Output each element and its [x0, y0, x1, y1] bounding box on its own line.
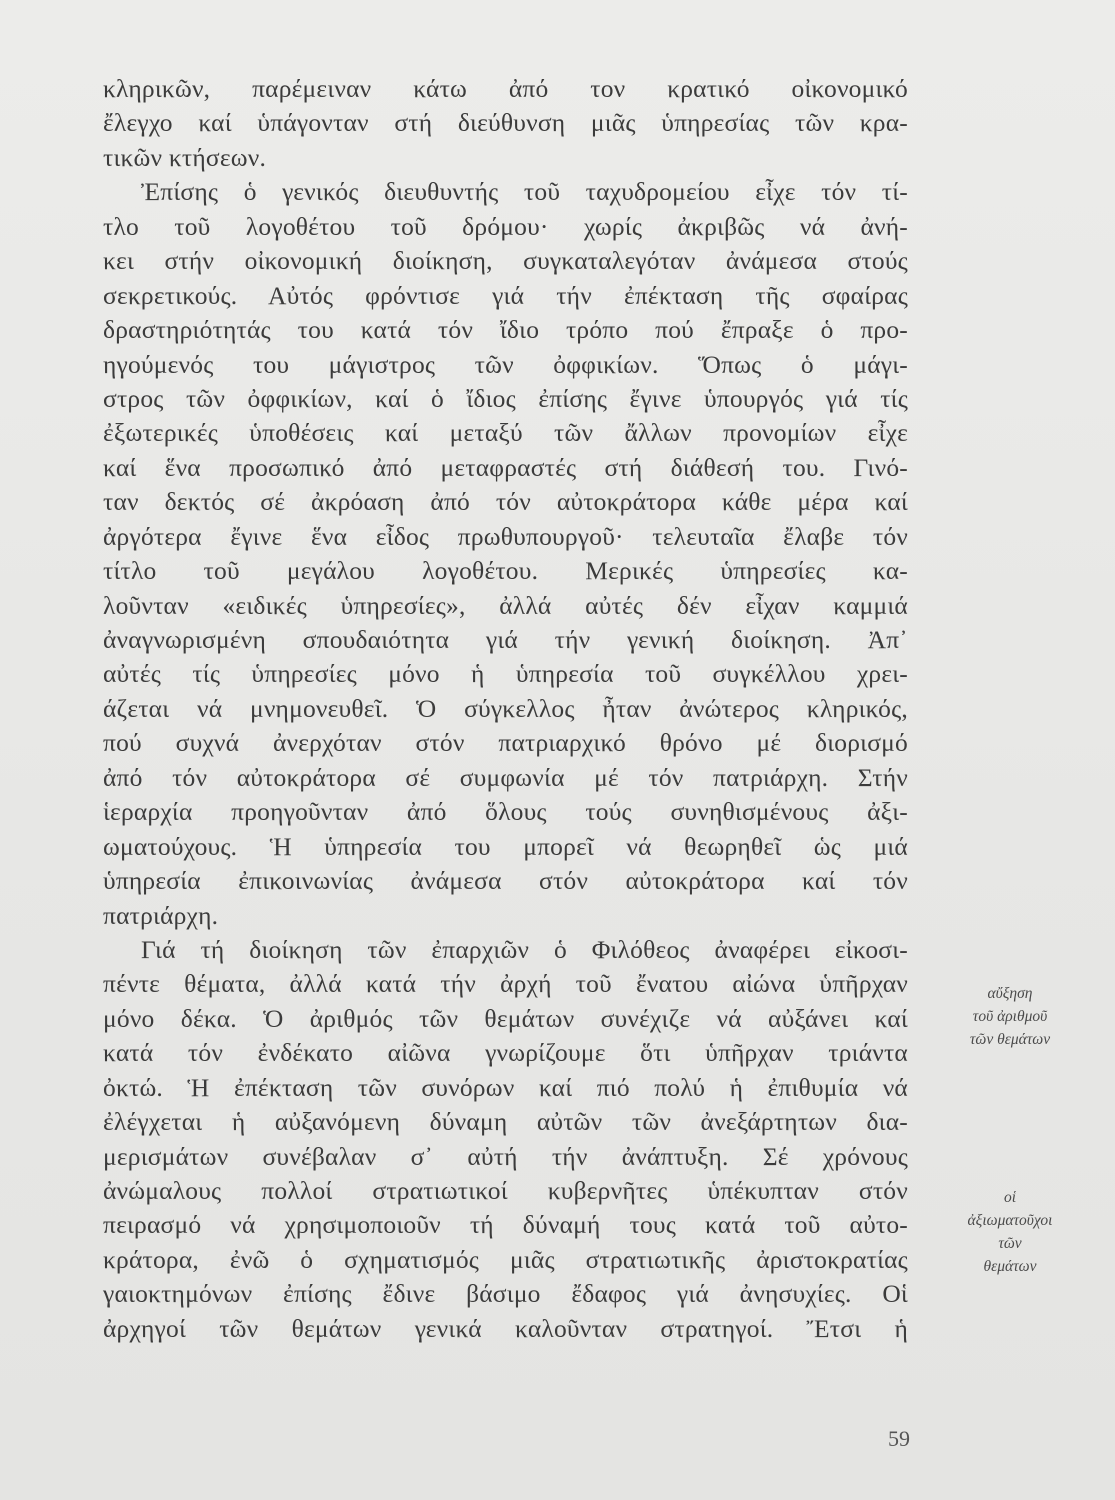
text-line: μόνο δέκα. Ὁ ἀριθμός τῶν θεμάτων συνέχιζε νά αὐξάνει καί: [103, 1003, 908, 1033]
main-text-column: [103, 72, 908, 1346]
text-line: αὐτές τίς ὑπηρεσίες μόνο ἡ ὑπηρεσία τοῦ συγκέλλου χρει-: [103, 659, 908, 689]
text-line: Ἐπίσης ὁ γενικός διευθυντής τοῦ ταχυδρομείου εἶχε τόν τί-: [141, 177, 908, 207]
text-line: κράτορα, ἐνῶ ὁ σχηματισμός μιᾶς στρατιωτικῆς ἀριστοκρατίας: [103, 1244, 908, 1274]
text-line: ἱεραρχία προηγοῦνταν ἀπό ὅλους τούς συνηθισμένους ἀξι-: [103, 797, 908, 827]
text-line: πέντε θέματα, ἀλλά κατά τήν ἀρχή τοῦ ἔνατου αἰώνα ὑπῆρχαν: [103, 969, 908, 999]
text-line: ἀπό τόν αὐτοκράτορα σέ συμφωνία μέ τόν πατριάρχη. Στήν: [103, 762, 908, 792]
margin-note-theme-officials: [930, 1186, 1090, 1278]
text-line: κατά τόν ἐνδέκατο αἰῶνα γνωρίζουμε ὅτι ὑπῆρχαν τριάντα: [103, 1038, 908, 1068]
text-line: άζεται νά μνημονευθεῖ. Ὁ σύγκελλος ἦταν ἀνώτερος κληρικός,: [103, 693, 908, 723]
text-line: ταν δεκτός σέ ἀκρόαση ἀπό τόν αὐτοκράτορα κάθε μέρα καί: [103, 487, 908, 517]
text-line: Γιά τή διοίκηση τῶν ἐπαρχιῶν ὁ Φιλόθεος ἀναφέρει εἰκοσι-: [141, 934, 908, 964]
text-line: τλο τοῦ λογοθέτου τοῦ δρόμου· χωρίς ἀκριβῶς νά ἀνή-: [103, 211, 908, 241]
margin-note-line: τῶν θεμάτων: [969, 1031, 1051, 1048]
margin-note-line: αὔξηση: [987, 985, 1033, 1002]
text-line: σεκρετικούς. Αὐτός φρόντισε γιά τήν ἐπέκταση τῆς σφαίρας: [103, 280, 908, 310]
text-line: ἐλέγχεται ἡ αὐξανόμενη δύναμη αὐτῶν τῶν ἀνεξάρτητων δια-: [103, 1107, 908, 1137]
text-line: ὑπηρεσία ἐπικοινωνίας ἀνάμεσα στόν αὐτοκράτορα καί τόν: [103, 866, 908, 896]
text-line: καί ἕνα προσωπικό ἀπό μεταφραστές στή διάθεσή του. Γινό-: [103, 452, 908, 482]
text-line: ἀρχηγοί τῶν θεμάτων γενικά καλοῦνταν στρατηγοί. Ἔτσι ἡ: [103, 1313, 908, 1343]
text-line: λοῦνταν «ειδικές ὑπηρεσίες», ἀλλά αὐτές δέν εἶχαν καμμιά: [103, 590, 908, 620]
margin-note-line: τῶν: [998, 1235, 1022, 1252]
text-line: ηγούμενός του μάγιστρος τῶν ὀφφικίων. Ὅπως ὁ μάγι-: [103, 349, 908, 379]
text-line: δραστηριότητάς του κατά τόν ἴδιο τρόπο πού ἔπραξε ὁ προ-: [103, 315, 908, 345]
margin-note-line: θεμάτων: [983, 1258, 1037, 1275]
text-line: ἀργότερα ἔγινε ἕνα εἶδος πρωθυπουργοῦ· τελευταῖα ἔλαβε τόν: [103, 521, 908, 551]
text-line: πειρασμό νά χρησιμοποιοῦν τή δύναμή τους κατά τοῦ αὐτο-: [103, 1210, 908, 1240]
page-number: 59: [888, 1426, 910, 1451]
text-line: ὀκτώ. Ἡ ἐπέκταση τῶν συνόρων καί πιό πολύ ἡ ἐπιθυμία νά: [103, 1072, 908, 1102]
text-line: κληρικῶν, παρέμειναν κάτω ἀπό τον κρατικό οἰκονομικό: [103, 74, 908, 103]
text-line: ἐξωτερικές ὑποθέσεις καί μεταξύ τῶν ἄλλων προνομίων εἶχε: [103, 418, 908, 448]
text-line: στρος τῶν ὀφφικίων, καί ὁ ἴδιος ἐπίσης ἔγινε ὑπουργός γιά τίς: [103, 383, 908, 413]
text-line: μερισμάτων συνέβαλαν σ᾿ αὐτή τήν ἀνάπτυξη. Σέ χρόνους: [103, 1141, 908, 1171]
text-line: ἀνώμαλους πολλοί στρατιωτικοί κυβερνῆτες ὑπέκυπταν στόν: [103, 1176, 908, 1205]
text-line: πού συχνά ἀνερχόταν στόν πατριαρχικό θρόνο μέ διορισμό: [103, 728, 908, 758]
text-line: ωματούχους. Ἡ ὑπηρεσία του μπορεῖ νά θεωρηθεῖ ὡς μιά: [103, 831, 908, 861]
text-line: κει στήν οἰκονομική διοίκηση, συγκαταλεγόταν ἀνάμεσα στούς: [103, 246, 908, 276]
text-line: τίτλο τοῦ μεγάλου λογοθέτου. Μερικές ὑπηρεσίες κα-: [103, 556, 908, 586]
margin-note-line: τοῦ ἀριθμοῦ: [972, 1008, 1048, 1025]
margin-note-line: ἀξιωματοῦχοι: [967, 1212, 1053, 1229]
text-line: τικῶν κτήσεων.: [103, 142, 267, 172]
text-line: πατριάρχη.: [103, 900, 219, 930]
text-line: ἀναγνωρισμένη σπουδαιότητα γιά τήν γενική διοίκηση. Ἀπ᾿: [103, 625, 908, 654]
text-line: γαιοκτημόνων ἐπίσης ἔδινε βάσιμο ἔδαφος γιά ἀνησυχίες. Οἱ: [103, 1279, 908, 1309]
text-line: ἔλεγχο καί ὑπάγονταν στή διεύθυνση μιᾶς ὑπηρεσίας τῶν κρα-: [103, 108, 908, 138]
margin-note-line: οἱ: [1003, 1189, 1017, 1206]
margin-note-themes-increase: [930, 982, 1090, 1051]
